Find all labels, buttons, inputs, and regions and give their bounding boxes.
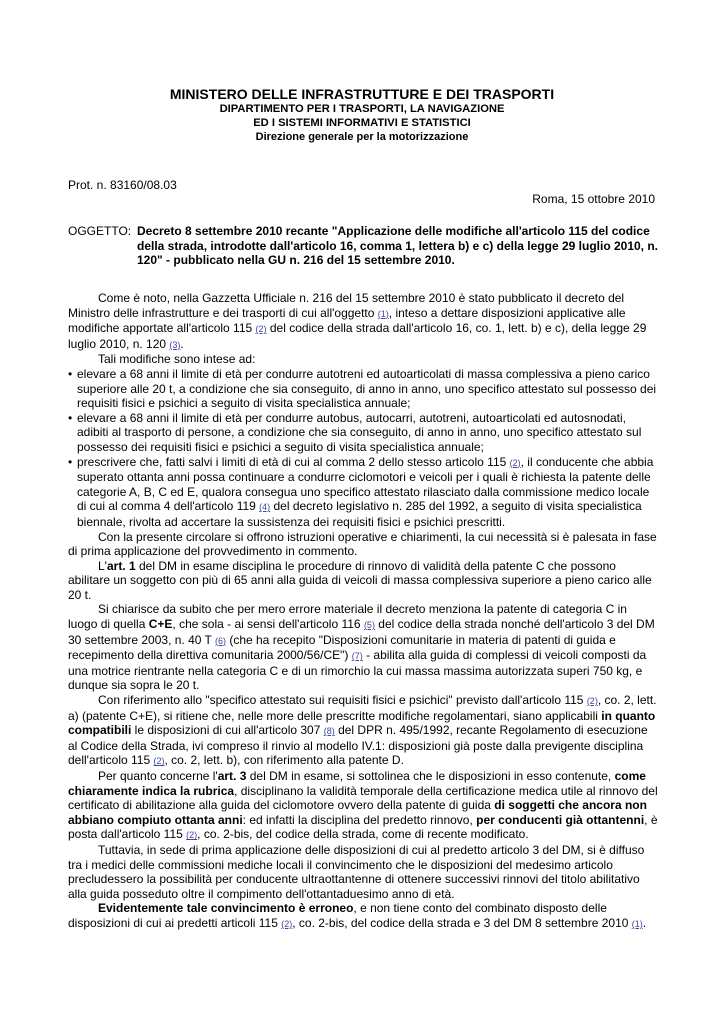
- text: , co. 2, lett. b), con riferimento alla patente D.: [164, 753, 404, 768]
- bullet-icon: •: [68, 454, 73, 469]
- text: .: [642, 915, 647, 930]
- paragraph-1: [68, 291, 658, 352]
- modifications-list: [68, 367, 658, 530]
- bold-text: art. 1: [106, 558, 136, 573]
- subject-label: OGGETTO:: [68, 224, 132, 238]
- subject-text: Decreto 8 settembre 2010 recante "Applicazione delle modifiche all'articolo 115 del codice della strada, introdotte dall'articolo 16, comma 1, lettera b) e c) della legge 29 luglio 2010, n. 120" - pubblicato nella GU n. 216 del 15 settembre 2010.: [137, 224, 659, 268]
- text: , che sola - ai sensi dell'articolo 116: [172, 617, 364, 632]
- footnote-link-2[interactable]: (2): [586, 696, 598, 707]
- bold-text: Evidentemente tale convincimento è erroneo: [98, 901, 354, 916]
- text: del decreto legislativo n. 285 del 1992, a seguito di visita specialistica biennale, rivolta ad accertare la sussistenza dei requisiti fisici e psichici prescritti.: [77, 499, 642, 529]
- footnote-link-1[interactable]: (1): [377, 308, 389, 319]
- text: L': [98, 558, 107, 573]
- footnote-link-7[interactable]: (7): [351, 651, 363, 662]
- text: , è posta dall'articolo 115: [68, 812, 658, 842]
- bold-text: di soggetti che ancora non abbiano compiuto ottanta anni: [68, 798, 647, 827]
- text: del codice della strada nonché dell'articolo 3 del DM 30 settembre 2003, n. 40 T: [68, 617, 655, 647]
- text: .: [180, 336, 184, 351]
- text: prescrivere che, fatti salvi i limiti di età di cui al comma 2 dello stesso articolo 115: [77, 454, 510, 469]
- paragraph-4: [68, 559, 658, 603]
- footnote-link-3[interactable]: (3): [169, 339, 181, 350]
- text: Si chiarisce da subito che per mero errore materiale il decreto menziona la patente di categoria C in luogo di quella: [68, 602, 627, 632]
- text: del codice della strada dall'articolo 16, co. 1, lett. b) e c), della legge 29 luglio 2010, n. 120: [68, 321, 647, 351]
- text: : ed infatti la disciplina del predetto rinnovo,: [242, 812, 477, 827]
- text: , inteso a dettare disposizioni applicative alle modifiche apportate all'articolo 115: [68, 305, 626, 336]
- text: del DPR n. 495/1992, recante Regolamento di esecuzione al Codice della Strada, ivi compreso il rinvio al modello IV.1: disposizioni già poste dalla previgente disciplina dell'articolo 115: [68, 723, 648, 768]
- paragraph-2: Tali modifiche sono intese ad:: [98, 352, 256, 367]
- text: , e non tiene conto del combinato disposto delle disposizioni di cui ai predetti articoli 115: [68, 901, 607, 930]
- footnote-link-8[interactable]: (8): [323, 726, 335, 737]
- text: del DM in esame, si sottolinea che le disposizioni in esso contenute,: [246, 769, 615, 783]
- bold-text: per conducenti già ottantenni: [476, 812, 645, 827]
- protocol-number: Prot. n. 83160/08.03: [68, 178, 177, 192]
- footnote-link-5[interactable]: (5): [363, 620, 375, 631]
- bold-text: C+E: [148, 617, 173, 632]
- bold-text: come chiaramente indica la rubrica: [68, 769, 646, 798]
- list-item: [68, 367, 658, 411]
- text: (che ha recepito "Disposizioni comunitarie in materia di patenti di guida e recepimento della direttiva comunitaria 2000/56/CE"): [68, 632, 616, 663]
- direction-line: Direzione generale per la motorizzazione: [255, 131, 469, 143]
- text: elevare a 68 anni il limite di età per condurre autobus, autocarri, autotreni, autoarticolati ed autosnodati, adibiti al trasporto di persone, a condizione che sia conseguito, di anno in anno, uno specifico attestato sul possesso dei requisiti fisici e psichici a seguito di visita specialistica annuale;: [77, 410, 642, 454]
- letterhead: [60, 86, 664, 144]
- text: , il conducente che abbia superato ottanta anni possa continuare a condurre ciclomotori e veicoli per i quali è richiesta la patente delle categorie A, B, C ed E, qualora consegua uno specifico attestato rilasciato dalla commissione medico locale di cui al comma 4 dell'articolo 119: [77, 454, 654, 514]
- text: - abilita alla guida di complessi di veicoli composti da una motrice rientrante nella categoria C e di un rimorchio la cui massa massima autorizzata superi 750 kg, e dunque sia sopra le 20 t.: [68, 648, 647, 693]
- paragraph-6: [68, 693, 658, 769]
- bold-text: art. 3: [217, 769, 247, 783]
- text: Come è noto, nella Gazzetta Ufficiale n. 216 del 15 settembre 2010 è stato pubblicato il decreto del Ministro delle infrastrutture e dei trasporti di cui all'oggetto: [68, 291, 625, 320]
- paragraph-8: Tuttavia, in sede di prima applicazione delle disposizioni di cui al predetto articolo 3 del DM, si è diffuso tra i medici delle commissioni mediche locali il convincimento che le disposizioni del medesimo articolo precludessero la possibilità per conducente ultraottantenne di ottenere successivi rinnovi del titolo abilitativo alla guida posseduto oltre il compimento dell'ottantaduesimo anno di età.: [68, 842, 645, 901]
- text: , co. 2-bis, del codice della strada, come di recente modificato.: [197, 827, 529, 842]
- footnote-link-1[interactable]: (1): [631, 918, 643, 929]
- text: elevare a 68 anni il limite di età per condurre autotreni ed autoarticolati di massa complessiva a pieno carico superiore alle 20 t, a condizione che sia conseguito, di anno in anno, uno specifico attestato sul possesso dei requisiti fisici e psichici a seguito di visita specialistica annuale;: [77, 366, 657, 411]
- footnote-link-2[interactable]: (2): [186, 830, 198, 841]
- footnote-link-2[interactable]: (2): [255, 324, 267, 335]
- letter-body: [68, 291, 658, 932]
- text: , co. 2-bis, del codice della strada e 3 del DM 8 settembre 2010: [292, 915, 632, 930]
- bold-text: in quanto compatibili: [68, 708, 656, 738]
- footnote-link-2[interactable]: (2): [153, 756, 165, 767]
- bullet-icon: •: [68, 410, 73, 425]
- footnote-link-6[interactable]: (6): [215, 635, 226, 646]
- footnote-link-2[interactable]: (2): [509, 457, 521, 468]
- place-date: Roma, 15 ottobre 2010: [532, 192, 655, 206]
- subject-block: [68, 224, 658, 268]
- footnote-link-4[interactable]: (4): [259, 502, 271, 513]
- paragraph-3: Con la presente circolare si offrono istruzioni operative e chiarimenti, la cui necessità si è palesata in fase di prima applicazione del provvedimento in commento.: [68, 529, 657, 559]
- paragraph-9: [68, 901, 658, 931]
- text: Per quanto concerne l': [98, 769, 218, 783]
- text: le disposizioni di cui all'articolo 307: [131, 723, 324, 738]
- text: del DM in esame disciplina le procedure di rinnovo di validità della patente C che possono abilitare un soggetto con più di 65 anni alla guida di veicoli di massa complessiva superiore a pieno carico alle 20 t.: [68, 558, 652, 602]
- text: , co. 2, lett. a) (patente C+E), si ritiene che, nelle more delle prescritte modifiche regolamentari, siano applicabili: [68, 693, 657, 723]
- paragraph-7: [68, 769, 658, 843]
- list-item: [68, 455, 658, 530]
- list-item: [68, 411, 658, 455]
- footnote-link-2[interactable]: (2): [281, 918, 293, 929]
- text: Con riferimento allo "specifico attestato sui requisiti fisici e psichici" previsto dall'articolo 115: [98, 693, 587, 708]
- paragraph-5: [68, 602, 658, 693]
- text: , disciplinano la validità temporale della certificazione medica utile al rinnovo del certificato di abilitazione alla guida del ciclomotore ovvero della patente di guida: [68, 783, 658, 813]
- bullet-icon: •: [68, 366, 73, 381]
- department-line-2: ED I SISTEMI INFORMATIVI E STATISTICI: [253, 117, 471, 129]
- department-line-1: DIPARTIMENTO PER I TRASPORTI, LA NAVIGAZIONE: [219, 103, 505, 115]
- ministry-title: MINISTERO DELLE INFRASTRUTTURE E DEI TRASPORTI: [169, 86, 555, 102]
